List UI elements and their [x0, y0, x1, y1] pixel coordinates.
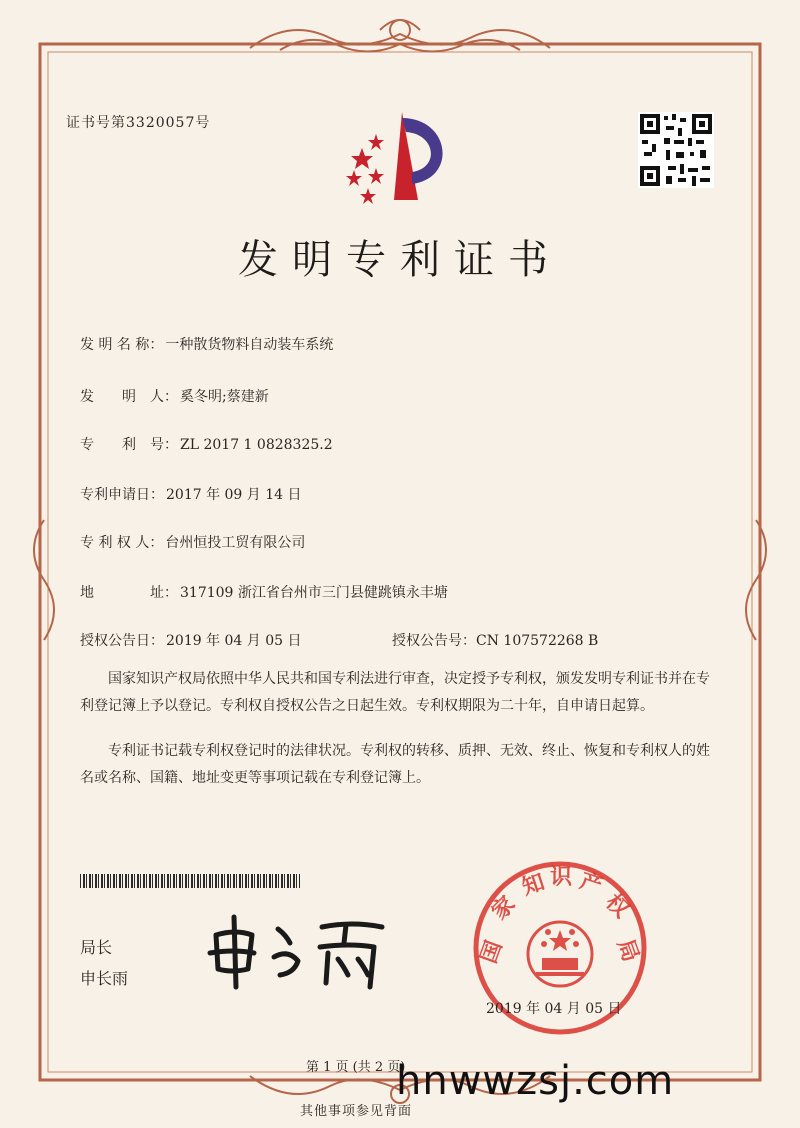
footer-note: 其他事项参见背面 — [300, 1104, 413, 1119]
watermark: hnwwzsj.com — [396, 1058, 675, 1104]
field-label: 授权公告日： — [80, 633, 164, 649]
certificate-number: 证书号第3320057号 — [66, 115, 211, 131]
svg-text:知: 知 — [519, 869, 548, 901]
field-label: 授权公告号： — [392, 633, 476, 649]
patent-office-logo-icon — [340, 108, 460, 208]
field-grant-number — [392, 630, 598, 650]
field-value: 奚冬明;蔡建新 — [180, 389, 269, 405]
paragraph-text: 专利证书记载专利权登记时的法律状况。专利权的转移、质押、无效、终止、恢复和专利权人的姓名或名称、国籍、地址变更等事项记载在专利登记簿上。 — [80, 743, 710, 786]
handwritten-signature — [196, 905, 396, 995]
paragraph-text: 国家知识产权局依照中华人民共和国专利法进行审查，决定授予专利权，颁发发明专利证书并在专利登记簿上予以登记。专利权自授权公告之日起生效。专利权期限为二十年，自申请日起算。 — [80, 671, 710, 714]
field-patent-number — [80, 434, 333, 454]
certificate-title: 发明专利证书 — [238, 237, 562, 283]
barcode — [80, 874, 300, 888]
svg-text:产: 产 — [576, 868, 606, 900]
signatory-name: 申长雨 — [80, 969, 129, 988]
statement-paragraph-2 — [80, 738, 720, 792]
field-value: 2017 年 09 月 14 日 — [166, 487, 302, 503]
svg-text:局: 局 — [611, 936, 644, 966]
field-grant-date — [80, 630, 302, 650]
statement-paragraph-1 — [80, 666, 720, 720]
field-label: 专利申请日： — [80, 487, 164, 503]
field-inventors — [80, 386, 269, 406]
field-value: CN 107572268 B — [476, 633, 599, 649]
qr-code-icon — [638, 112, 714, 188]
field-label: 发 明 人： — [80, 389, 178, 405]
svg-text:家: 家 — [487, 891, 521, 925]
field-address — [80, 582, 448, 602]
field-label: 发 明 名 称： — [80, 337, 164, 353]
field-label: 地 址： — [80, 585, 178, 601]
national-emblem-icon — [528, 922, 592, 986]
field-value: 2019 年 04 月 05 日 — [166, 633, 302, 649]
field-value: 一种散货物料自动装车系统 — [165, 337, 334, 353]
svg-text:权: 权 — [600, 889, 634, 923]
signatory-title: 局长 — [80, 938, 113, 957]
page-number: 第 1 页 (共 2 页) — [306, 1060, 406, 1075]
seal-date: 2019 年 04 月 05 日 — [486, 1001, 622, 1017]
field-label: 专 利 号： — [80, 437, 178, 453]
field-value: 317109 浙江省台州市三门县健跳镇永丰塘 — [180, 585, 448, 601]
field-filing-date — [80, 484, 302, 504]
field-value: ZL 2017 1 0828325.2 — [180, 437, 333, 453]
field-label: 专 利 权 人： — [80, 535, 164, 551]
top-ornament — [250, 20, 550, 52]
svg-text:国: 国 — [476, 937, 508, 967]
field-patentee — [80, 532, 305, 552]
field-value: 台州恒投工贸有限公司 — [165, 535, 306, 551]
svg-text:识: 识 — [550, 865, 573, 890]
field-invention-name — [80, 334, 333, 354]
